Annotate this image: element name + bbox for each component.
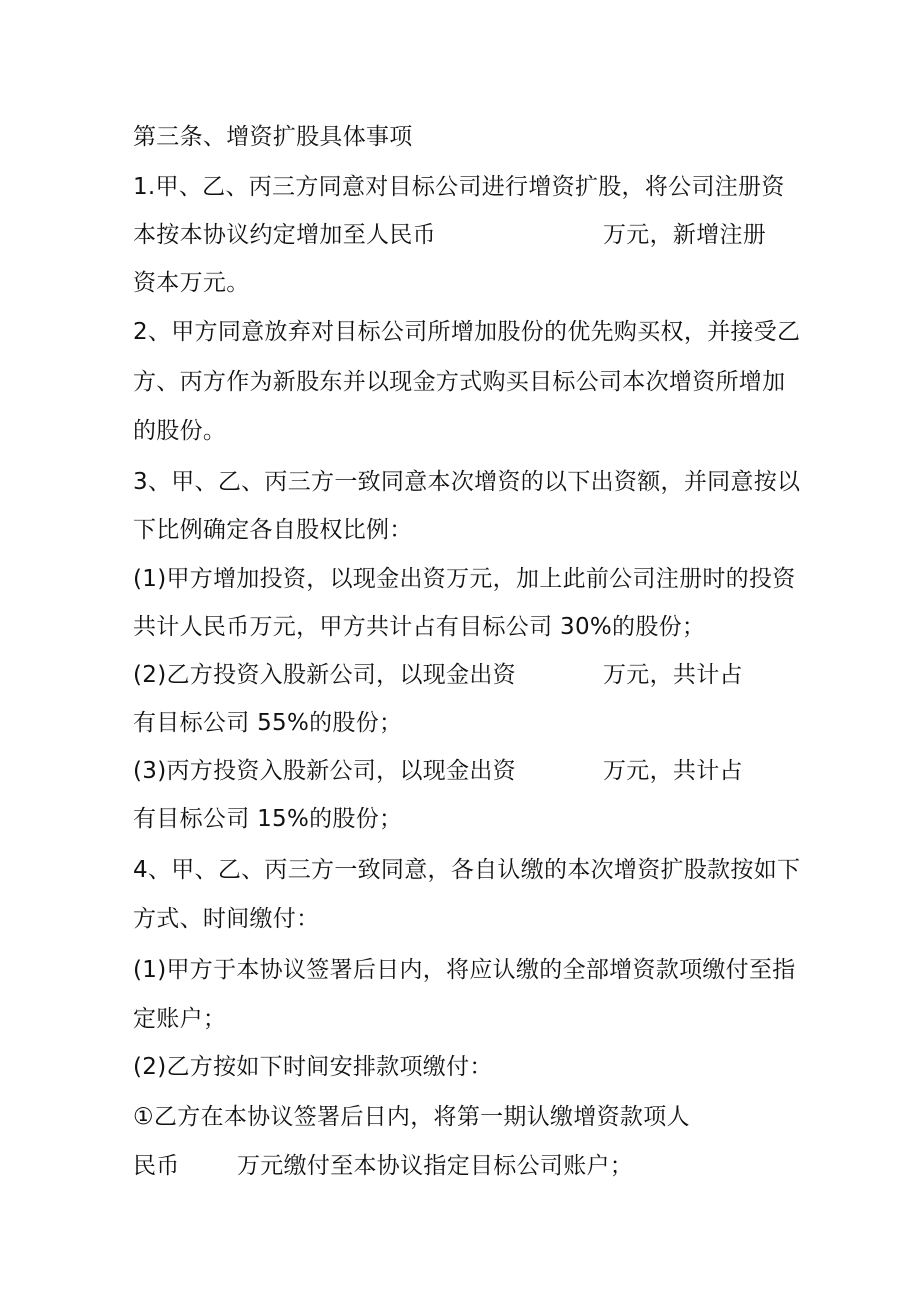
clause-line-2-text: 本按本协议约定增加至人民币 — [133, 222, 436, 248]
clause-line-2 — [133, 220, 767, 250]
clause-line-6: 的股份。 — [133, 418, 227, 444]
clause-line-20: ①乙方在本协议签署后日内，将第一期认缴增资款项人 — [133, 1104, 690, 1130]
clause-line-12: 有目标公司 55%的股份； — [133, 710, 403, 736]
clause-line-5: 方、丙方作为新股东并以现金方式购买目标公司本次增资所增加 — [133, 369, 786, 395]
clause-line-3: 资本万元。 — [133, 270, 250, 296]
clause-line-13-tail: 万元，共计占 — [603, 758, 743, 784]
clause-line-11 — [133, 660, 743, 690]
clause-line-19: (2)乙方按如下时间安排款项缴付： — [133, 1054, 493, 1080]
clause-line-1: 1.甲、乙、丙三方同意对目标公司进行增资扩股，将公司注册资 — [133, 174, 785, 200]
clause-line-11-tail: 万元，共计占 — [603, 662, 743, 688]
clause-line-9: (1)甲方增加投资，以现金出资万元，加上此前公司注册时的投资 — [133, 566, 796, 592]
clause-line-21 — [133, 1151, 634, 1181]
clause-line-16: 方式、时间缴付： — [133, 906, 320, 932]
clause-line-7: 3、甲、乙、丙三方一致同意本次增资的以下出资额，并同意按以 — [133, 469, 801, 495]
clause-line-11-text: (2)乙方投资入股新公司，以现金出资 — [133, 662, 516, 688]
clause-line-14: 有目标公司 15%的股份； — [133, 806, 403, 832]
article-heading: 第三条、增资扩股具体事项 — [133, 124, 413, 150]
clause-line-18: 定账户； — [133, 1006, 227, 1032]
clause-line-10: 共计人民币万元，甲方共计占有目标公司 30%的股份； — [133, 614, 706, 640]
clause-line-13 — [133, 756, 743, 786]
clause-line-17: (1)甲方于本协议签署后日内，将应认缴的全部增资款项缴付至指 — [133, 957, 796, 983]
clause-line-2-tail: 万元，新增注册 — [603, 222, 767, 248]
clause-line-21-text: 民币 — [133, 1153, 180, 1179]
clause-line-13-text: (3)丙方投资入股新公司，以现金出资 — [133, 758, 516, 784]
clause-line-4: 2、甲方同意放弃对目标公司所增加股份的优先购买权，并接受乙 — [133, 319, 801, 345]
clause-line-8: 下比例确定各自股权比例： — [133, 517, 413, 543]
clause-line-21-tail: 万元缴付至本协议指定目标公司账户； — [237, 1153, 634, 1179]
clause-line-15: 4、甲、乙、丙三方一致同意，各自认缴的本次增资扩股款按如下 — [133, 857, 801, 883]
